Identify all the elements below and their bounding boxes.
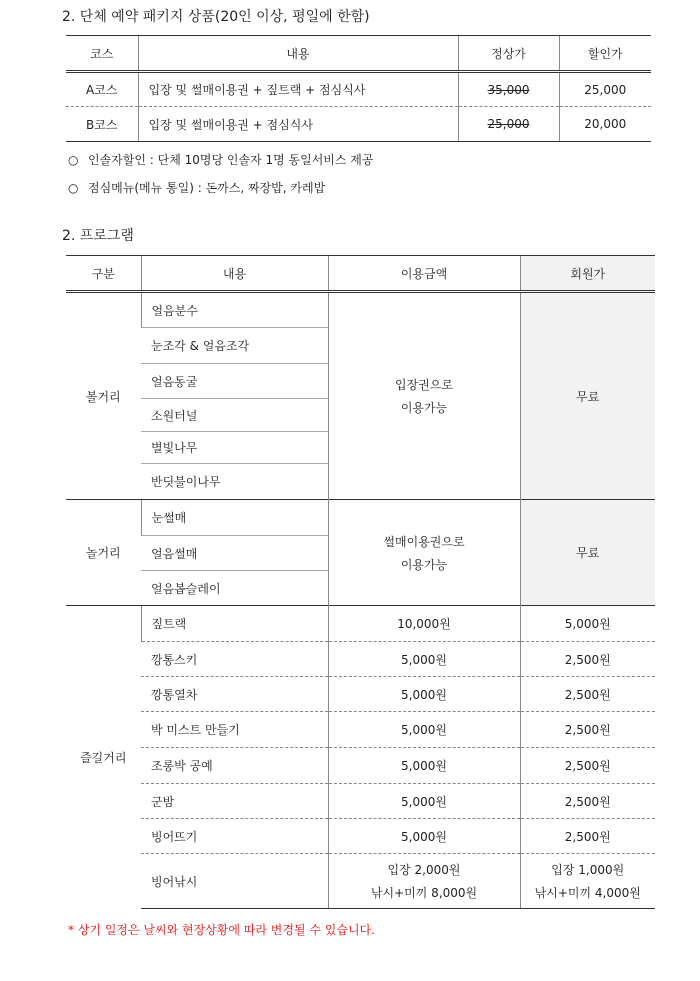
program-item: 눈조각 & 얼음조각 <box>141 328 328 364</box>
category-name: 볼거리 <box>66 292 141 500</box>
program-item: 얼음분수 <box>141 292 328 328</box>
program-price: 5,000원 <box>328 784 520 819</box>
course-content: 입장 및 썰매이용권 + 점심식사 <box>138 107 458 142</box>
table-row <box>66 292 655 328</box>
program-price: 5,000원 <box>328 712 520 748</box>
table-row <box>66 107 651 142</box>
program-price: 5,000원 <box>328 819 520 854</box>
course-name: B코스 <box>66 107 138 142</box>
note-text: 인솔자할인 : 단체 10명당 인솔자 1명 동일서비스 제공 <box>88 153 374 167</box>
table-row <box>66 642 655 677</box>
regular-price: 35,000 <box>487 82 530 97</box>
program-item: 박 미스트 만들기 <box>141 712 328 748</box>
price-note-line: 썰매이용권으로 <box>383 534 465 549</box>
program-item: 짚트랙 <box>141 606 328 642</box>
category-name: 놀거리 <box>66 500 141 606</box>
course-content: 입장 및 썰매이용권 + 짚트랙 + 점심식사 <box>138 72 458 107</box>
price-note-line: 이용가능 <box>400 401 448 415</box>
header-course: 코스 <box>66 36 138 72</box>
program-item: 얼음봅슬레이 <box>141 571 328 606</box>
table-row <box>66 500 655 536</box>
program-item: 깡통열차 <box>141 677 328 712</box>
header-member-price: 회원가 <box>520 256 655 292</box>
price-note <box>328 500 520 606</box>
program-price: 5,000원 <box>328 642 520 677</box>
course-name: A코스 <box>86 83 118 97</box>
price-note <box>328 292 520 500</box>
discount-price: 20,000 <box>559 107 651 142</box>
table-row <box>66 784 655 819</box>
header-discount-price: 할인가 <box>559 36 651 72</box>
program-item: 얼음썰매 <box>141 536 328 571</box>
member-price: 무료 <box>520 292 655 500</box>
program-price: 5,000원 <box>328 748 520 784</box>
program-item: 반딧불이나무 <box>141 464 328 500</box>
footer-note: * 상기 일정은 날씨와 현장상황에 따라 변경될 수 있습니다. <box>68 923 375 937</box>
program-price: 10,000원 <box>328 606 520 642</box>
regular-price: 25,000 <box>487 117 530 131</box>
member-price: 2,500원 <box>520 712 655 748</box>
program-item: 군밤 <box>141 784 328 819</box>
note-text: 점심메뉴(메뉴 통일) : 돈까스, 짜장밥, 카레밥 <box>88 181 326 195</box>
price-line: 낚시+미끼 8,000원 <box>370 886 478 900</box>
table-row <box>66 712 655 748</box>
package-table <box>66 35 651 142</box>
program-price <box>328 854 520 909</box>
program-table-header <box>66 256 655 292</box>
member-price: 2,500원 <box>520 819 655 854</box>
price-line: 낚시+미끼 4,000원 <box>534 886 641 900</box>
table-row <box>66 819 655 854</box>
member-price: 5,000원 <box>520 606 655 642</box>
table-row <box>66 748 655 784</box>
header-content: 내용 <box>138 36 458 72</box>
program-item: 얼음동굴 <box>141 364 328 399</box>
price-note-line: 이용가능 <box>400 557 448 572</box>
member-price: 2,500원 <box>520 677 655 712</box>
member-price: 2,500원 <box>520 748 655 784</box>
note-item <box>68 179 325 196</box>
note-item <box>68 151 374 168</box>
program-item: 별빛나무 <box>141 432 328 464</box>
program-item: 눈썰매 <box>141 500 328 536</box>
member-price: 무료 <box>520 500 655 606</box>
program-table <box>66 255 655 909</box>
price-line: 입장 1,000원 <box>551 863 625 877</box>
program-price: 5,000원 <box>328 677 520 712</box>
table-row <box>66 677 655 712</box>
program-item: 조롱박 공예 <box>141 748 328 784</box>
table-row <box>66 72 651 107</box>
header-regular-price: 정상가 <box>458 36 559 72</box>
table-row <box>66 854 655 909</box>
price-note-line: 입장권으로 <box>395 378 453 392</box>
program-item: 빙어낚시 <box>141 854 328 909</box>
member-price <box>520 854 655 909</box>
section2-title: 2. 프로그램 <box>62 228 134 244</box>
member-price: 2,500원 <box>520 784 655 819</box>
header-content: 내용 <box>141 256 328 292</box>
header-price: 이용금액 <box>328 256 520 292</box>
category-name: 즐길거리 <box>66 606 141 909</box>
program-item: 깡통스키 <box>141 642 328 677</box>
discount-price: 25,000 <box>559 72 651 107</box>
table-row <box>66 606 655 642</box>
header-category: 구분 <box>66 256 141 292</box>
bullet-icon: ○ <box>68 153 79 167</box>
member-price: 2,500원 <box>520 642 655 677</box>
bullet-icon: ○ <box>68 181 79 195</box>
price-line: 입장 2,000원 <box>387 863 461 877</box>
program-item: 빙어뜨기 <box>141 819 328 854</box>
section1-title: 2. 단체 예약 패키지 상품(20인 이상, 평일에 한함) <box>62 9 370 25</box>
program-item: 소원터널 <box>141 399 328 432</box>
package-table-header <box>66 36 651 72</box>
